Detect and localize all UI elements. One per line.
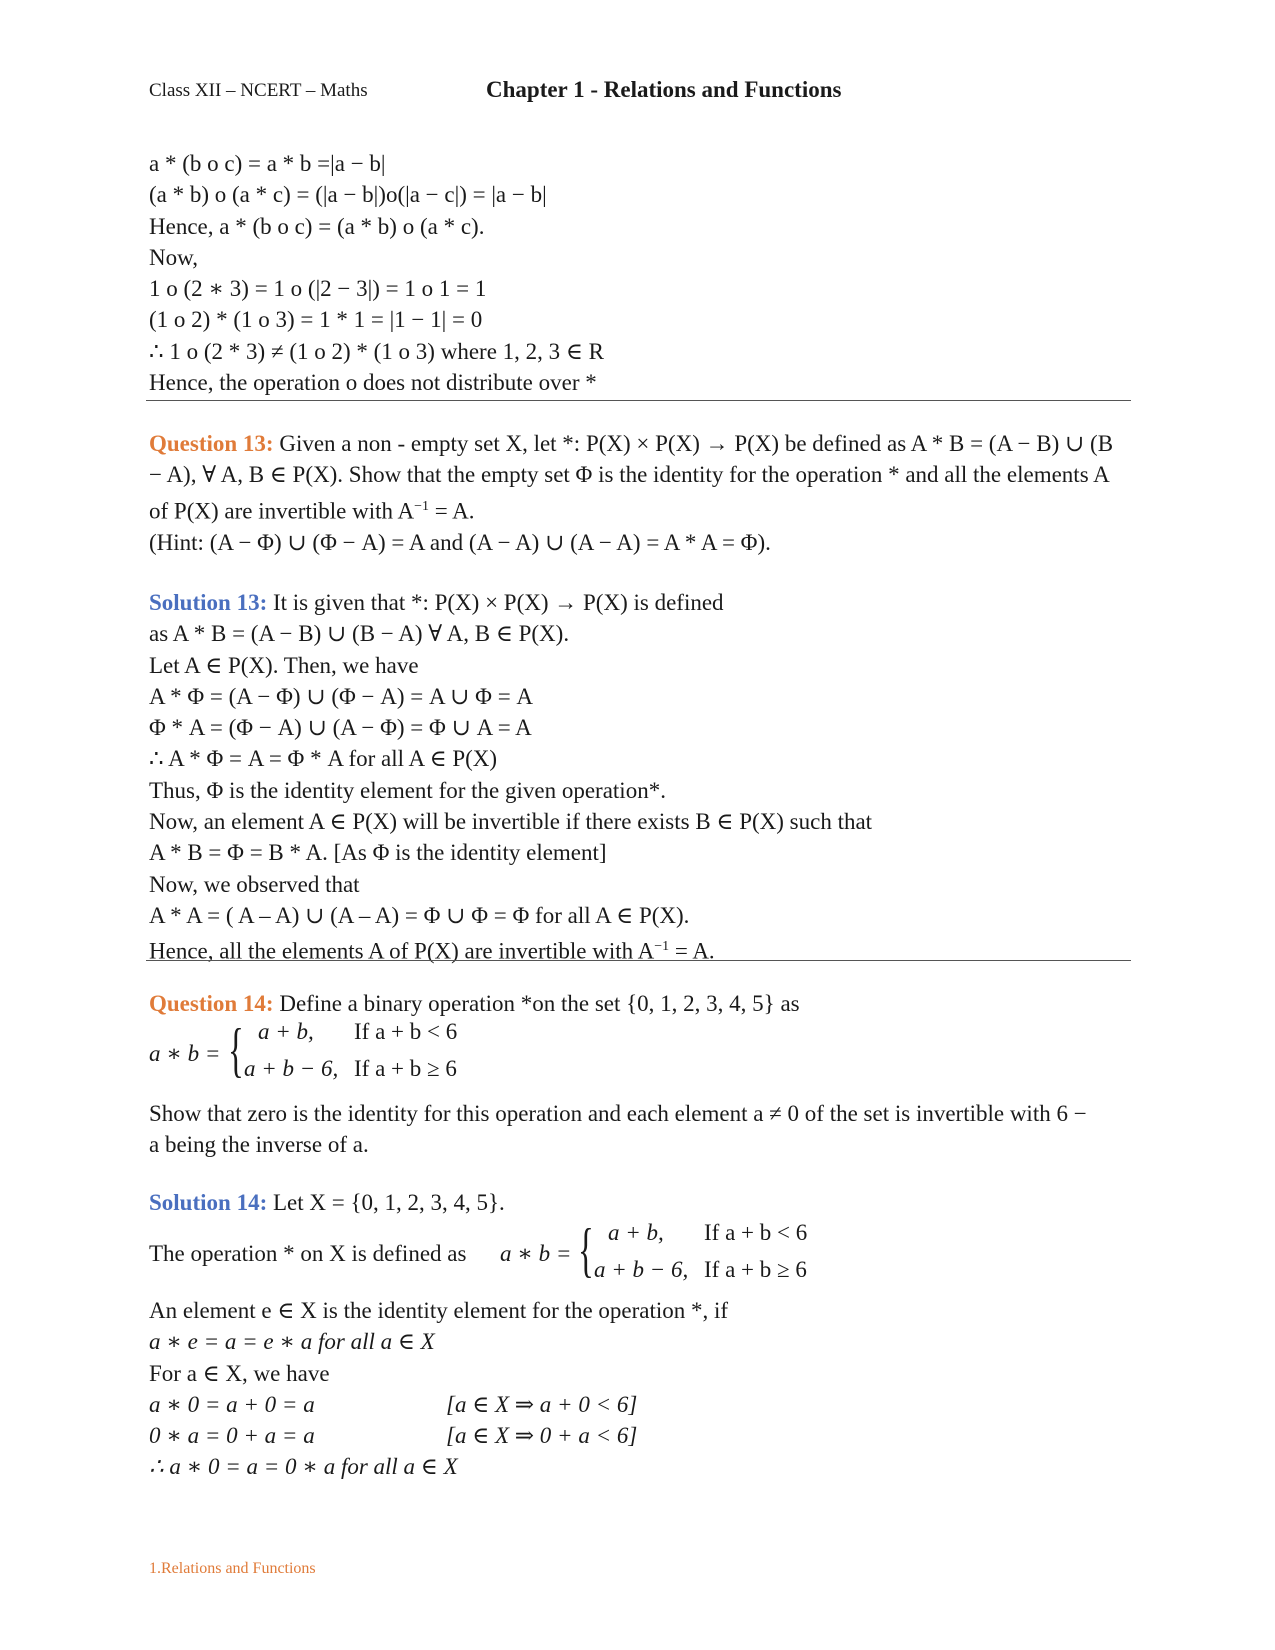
- text-line: Hence, the operation o does not distribute over *: [149, 370, 597, 396]
- divider: [146, 960, 1131, 961]
- equation-1-right: [a ∈ X ⇒ a + 0 < 6]: [446, 1392, 638, 1417]
- question-14: [149, 988, 1129, 1019]
- conclusion-text: Hence, all the elements A of P(X) are invertible with A: [149, 938, 655, 964]
- question-14-label: Question 14:: [149, 991, 274, 1016]
- equation-1-left: a ∗ 0 = a + 0 = a: [149, 1392, 315, 1417]
- question-14-text: [149, 988, 1129, 1019]
- chapter-title: Chapter 1 - Relations and Functions: [486, 77, 842, 102]
- case-2-expr: a + b − 6,: [244, 1056, 339, 1081]
- question-14-statement: [149, 1098, 1089, 1161]
- solution-13-label: Solution 13:: [149, 590, 268, 615]
- case-1-expr: a + b,: [258, 1019, 314, 1044]
- text-line: ∴ A * Φ = A = Φ * A for all A ∈ P(X): [149, 746, 498, 772]
- operation-text: The operation * on X is defined as: [149, 1241, 467, 1266]
- text-line: a * (b o c) = a * b =|a − b|: [149, 151, 386, 176]
- solution-14-body: [149, 1295, 1129, 1389]
- superscript: −1: [414, 498, 429, 514]
- solution-13-first: [149, 587, 1129, 618]
- question-13: [149, 428, 1124, 558]
- text-line: Now, we observed that: [149, 871, 360, 897]
- question-14-show: Show that zero is the identity for this operation and each element a ≠ 0 of the set is invertible with 6 − a being the inverse of a.: [149, 1101, 1087, 1158]
- question-13-hint: (Hint: (A − Φ) ∪ (Φ − A) = A and (A − A) ∪ (A − A) = A * A = Φ).: [149, 529, 771, 555]
- case-2-cond: If a + b ≥ 6: [704, 1257, 807, 1282]
- text-line: Φ * A = (Φ − A) ∪ (A − Φ) = Φ ∪ A = A: [149, 715, 532, 741]
- question-13-label: Question 13:: [149, 431, 274, 456]
- case-1-expr: a + b,: [608, 1220, 664, 1245]
- text-line: Now, an element A ∈ P(X) will be invertible if there exists B ∈ P(X) such that: [149, 809, 873, 835]
- text-line: A * A = ( A – A) ∪ (A – A) = Φ ∪ Φ = Φ for all A ∈ P(X).: [149, 902, 690, 928]
- solution-14-first: [149, 1187, 1129, 1218]
- block-distributive: [149, 148, 1129, 398]
- case-1-cond: If a + b < 6: [354, 1019, 458, 1044]
- piecewise-lhs: a ∗ b =: [149, 1041, 221, 1066]
- conclusion-tail: = A.: [669, 938, 715, 964]
- solution-14-label: Solution 14:: [149, 1190, 268, 1215]
- left-brace: {: [228, 1017, 244, 1083]
- text-line: For a ∈ X, we have: [149, 1360, 330, 1386]
- text-line: Thus, Φ is the identity element for the given operation*.: [149, 777, 666, 803]
- solution-13-first-text: It is given that *: P(X) × P(X) → P(X) is defined: [267, 590, 724, 615]
- text-line: (1 o 2) * (1 o 3) = 1 * 1 = |1 − 1| = 0: [149, 307, 483, 333]
- left-brace: {: [578, 1217, 594, 1283]
- text-line: Hence, a * (b o c) = (a * b) o (a * c).: [149, 213, 485, 239]
- text-line: An element e ∈ X is the identity element for the operation *, if: [149, 1298, 729, 1323]
- solution-13: [149, 587, 1129, 967]
- text-line: A * Φ = (A − Φ) ∪ (Φ − A) = A ∪ Φ = A: [149, 683, 534, 709]
- solution-14: [149, 1187, 1129, 1218]
- divider: [146, 400, 1131, 401]
- solution-13-conclusion: [149, 931, 1129, 967]
- question-13-tail: = A.: [428, 498, 475, 524]
- text-line: as A * B = (A − B) ∪ (B − A) ∀ A, B ∈ P(X).: [149, 621, 570, 647]
- text-line: a ∗ e = a = e ∗ a for all a ∈ X: [149, 1329, 435, 1355]
- text-line: 1 o (2 ∗ 3) = 1 o (|2 − 3|) = 1 o 1 = 1: [149, 276, 487, 302]
- text-line: A * B = Φ = B * A. [As Φ is the identity element]: [149, 840, 607, 866]
- text-line: Let A ∈ P(X). Then, we have: [149, 652, 419, 678]
- piecewise-lhs: a ∗ b =: [500, 1241, 572, 1266]
- case-2-expr: a + b − 6,: [594, 1257, 689, 1282]
- header-class-label: Class XII – NCERT – Maths: [149, 80, 368, 101]
- text-line: Now,: [149, 244, 198, 270]
- superscript: −1: [654, 939, 670, 955]
- solution-14-first-text: Let X = {0, 1, 2, 3, 4, 5}.: [267, 1190, 505, 1215]
- case-1-cond: If a + b < 6: [704, 1220, 808, 1245]
- case-2-cond: If a + b ≥ 6: [354, 1056, 457, 1081]
- text-line: ∴ 1 o (2 * 3) ≠ (1 o 2) * (1 o 3) where 1, 2, 3 ∈ R: [149, 338, 605, 364]
- question-13-text: [149, 428, 1124, 527]
- equation-2-right: [a ∈ X ⇒ 0 + a < 6]: [446, 1423, 638, 1448]
- footer-chapter-label: 1.Relations and Functions: [149, 1560, 316, 1577]
- equation-2-left: 0 ∗ a = 0 + a = a: [149, 1423, 315, 1448]
- question-14-body: Define a binary operation *on the set {0, 1, 2, 3, 4, 5} as: [273, 991, 800, 1016]
- equation-conclusion: ∴ a ∗ 0 = a = 0 ∗ a for all a ∈ X: [149, 1454, 458, 1479]
- question-13-body: Given a non - empty set X, let *: P(X) × P(X) → P(X) be defined as A * B = (A − B) ∪ (B − A), ∀ A, B ∈ P(X). Show that the empty set Φ is the identity for the operation * and all the elements A of P(X) are invertible with A: [149, 431, 1114, 524]
- text-line: (a * b) o (a * c) = (|a − b|)o(|a − c|) = |a − b|: [149, 182, 547, 208]
